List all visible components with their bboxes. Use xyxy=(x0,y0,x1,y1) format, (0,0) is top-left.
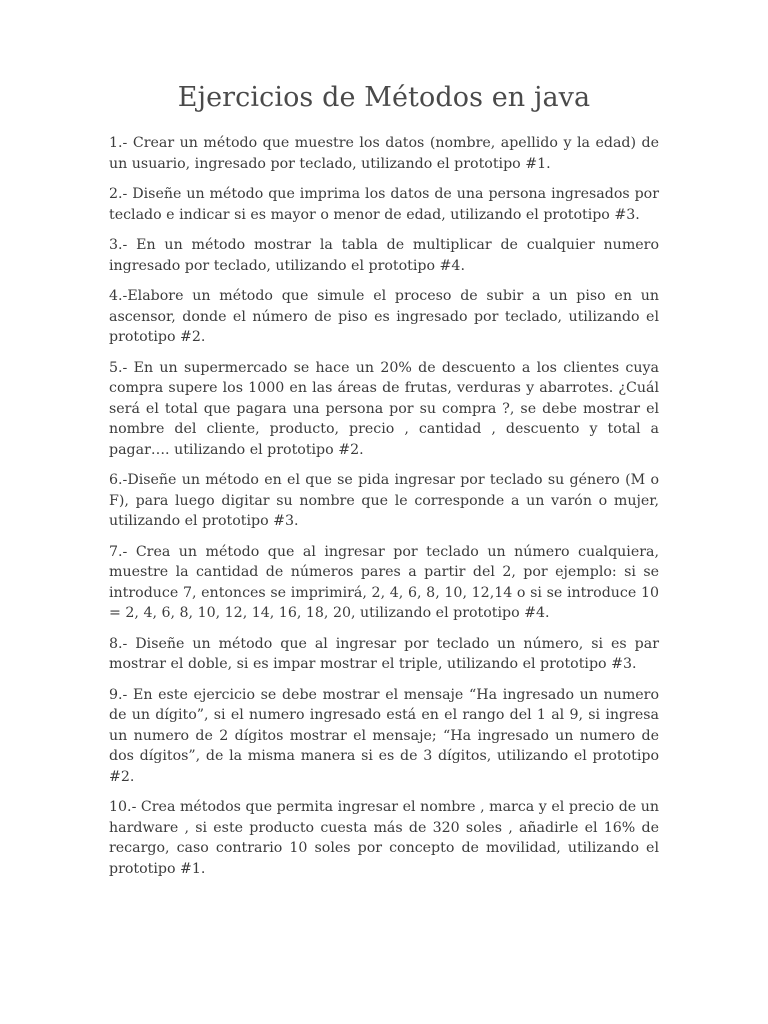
exercise-9: 9.- En este ejercicio se debe mostrar el mensaje “Ha ingresado un numero de un dígito”, si el numero ingresado está en el rango del 1 al 9, si ingresa un numero de 2 dígitos mostrar el mensaje; “Ha ingresado un numero de dos dígitos”, de la misma manera si es de 3 dígitos, utilizando el prototipo #2. xyxy=(109,686,659,785)
document-title: Ejercicios de Métodos en java xyxy=(177,82,591,113)
exercise-list xyxy=(109,133,659,879)
exercise-10: 10.- Crea métodos que permita ingresar el nombre , marca y el precio de un hardware , si este producto cuesta más de 320 soles , añadirle el 16% de recargo, caso contrario 10 soles por concepto de movilidad, utilizando el prototipo #1. xyxy=(109,799,659,877)
exercise-4: 4.-Elabore un método que simule el proceso de subir a un piso en un ascensor, donde el número de piso es ingresado por teclado, utilizando el prototipo #2. xyxy=(109,288,659,345)
exercise-8: 8.- Diseñe un método que al ingresar por teclado un número, si es par mostrar el doble, si es impar mostrar el triple, utilizando el prototipo #3. xyxy=(109,635,659,672)
exercise-3: 3.- En un método mostrar la tabla de multiplicar de cualquier numero ingresado por teclado, utilizando el prototipo #4. xyxy=(109,237,659,274)
exercise-1: 1.- Crear un método que muestre los datos (nombre, apellido y la edad) de un usuario, ingresado por teclado, utilizando el prototipo #1. xyxy=(109,135,659,172)
exercise-7: 7.- Crea un método que al ingresar por teclado un número cualquiera, muestre la cantidad de números pares a partir del 2, por ejemplo: si se introduce 7, entonces se imprimirá, 2, 4, 6, 8, 10, 12,14 o si se introduce 10 = 2, 4, 6, 8, 10, 12, 14, 16, 18, 20, utilizando el prototipo #4. xyxy=(109,543,659,621)
exercise-2: 2.- Diseñe un método que imprima los datos de una persona ingresados por teclado e indicar si es mayor o menor de edad, utilizando el prototipo #3. xyxy=(109,186,659,223)
exercise-6: 6.-Diseñe un método en el que se pida ingresar por teclado su género (M o F), para luego digitar su nombre que le corresponde a un varón o mujer, utilizando el prototipo #3. xyxy=(109,472,659,529)
exercise-5: 5.- En un supermercado se hace un 20% de descuento a los clientes cuya compra supere los 1000 en las áreas de frutas, verduras y abarrotes. ¿Cuál será el total que pagara una persona por su compra ?, se debe mostrar el nombre del cliente, producto, precio , cantidad , descuento y total a pagar…. utilizando el prototipo #2. xyxy=(109,359,659,458)
